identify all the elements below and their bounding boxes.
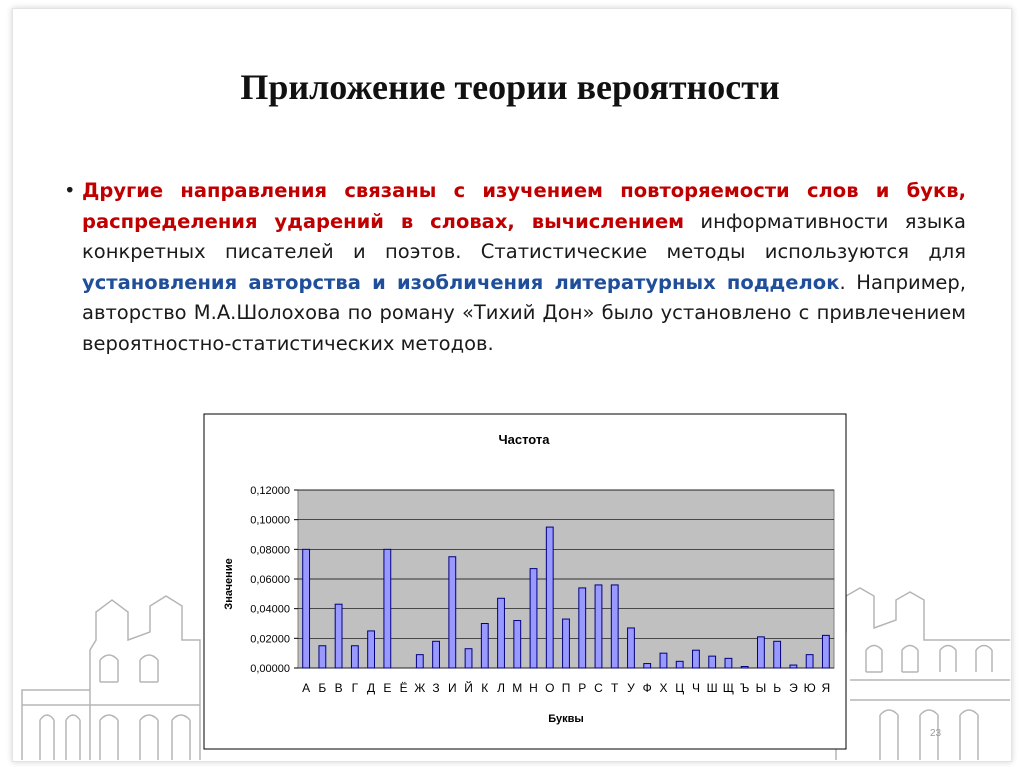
bar-А bbox=[303, 549, 310, 668]
y-tick-label: 0,00000 bbox=[250, 663, 290, 675]
x-tick-label: Й bbox=[464, 681, 473, 695]
page-number: 23 bbox=[930, 728, 942, 739]
bar-Ц bbox=[676, 661, 683, 668]
x-tick-label: П bbox=[561, 681, 571, 695]
x-tick-label: Н bbox=[529, 681, 538, 695]
chart-title: Частота bbox=[498, 432, 550, 447]
y-tick-label: 0,04000 bbox=[250, 603, 290, 616]
bar-Ь bbox=[774, 641, 781, 668]
x-tick-label: Ю bbox=[803, 681, 816, 695]
x-tick-label: Т bbox=[611, 681, 619, 695]
slide-title: Приложение теории вероятности bbox=[240, 67, 780, 107]
bar-П bbox=[563, 619, 570, 668]
bar-З bbox=[433, 641, 440, 668]
x-tick-label: Э bbox=[789, 681, 798, 695]
x-tick-label: Л bbox=[497, 681, 505, 695]
bar-Б bbox=[319, 646, 326, 668]
x-tick-label: Б bbox=[318, 681, 327, 695]
paragraph-text: информативности языка конкретных писателей и поэтов. Статистические методы используются для bbox=[82, 209, 966, 263]
bar-М bbox=[514, 621, 521, 668]
x-tick-label: Ы bbox=[755, 681, 767, 695]
x-tick-label: Е bbox=[383, 681, 392, 695]
bar-С bbox=[595, 585, 602, 668]
x-tick-label: Ш bbox=[706, 681, 718, 695]
x-tick-label: Ф bbox=[642, 681, 652, 695]
x-tick-label: С bbox=[594, 681, 603, 695]
x-tick-label: Ъ bbox=[739, 681, 750, 695]
bar-Р bbox=[579, 588, 586, 668]
bar-Т bbox=[611, 585, 618, 668]
bar-Э bbox=[790, 665, 797, 668]
x-tick-label: Щ bbox=[722, 681, 735, 695]
x-tick-label: З bbox=[432, 681, 440, 695]
bar-Ю bbox=[806, 655, 813, 668]
x-tick-label: Г bbox=[351, 681, 359, 695]
x-tick-label: Х bbox=[659, 681, 668, 695]
x-tick-label: И bbox=[447, 681, 457, 695]
y-tick-label: 0,10000 bbox=[250, 514, 290, 527]
bar-Ж bbox=[416, 655, 423, 668]
bar-Ъ bbox=[741, 667, 748, 668]
bar-Е bbox=[384, 549, 391, 668]
bar-Х bbox=[660, 653, 667, 668]
bar-Д bbox=[368, 631, 375, 668]
bar-Я bbox=[822, 635, 829, 668]
x-tick-label: К bbox=[481, 681, 489, 695]
y-tick-label: 0,06000 bbox=[250, 574, 290, 586]
y-tick-label: 0,08000 bbox=[250, 544, 290, 557]
highlight-blue-text: установления авторства и изобличения литературных подделок bbox=[82, 270, 840, 294]
x-tick-label: Ч bbox=[691, 681, 700, 695]
bar-К bbox=[481, 624, 488, 669]
bar-И bbox=[449, 557, 456, 668]
bar-Н bbox=[530, 569, 537, 668]
x-tick-label: Я bbox=[821, 681, 831, 695]
bar-О bbox=[546, 527, 553, 668]
bullet-icon: • bbox=[64, 179, 76, 202]
x-tick-label: Д bbox=[367, 681, 376, 695]
x-tick-label: Ь bbox=[773, 681, 782, 695]
x-tick-label: Ё bbox=[399, 681, 408, 695]
bar-Г bbox=[351, 646, 358, 668]
x-tick-label: О bbox=[545, 681, 555, 695]
bar-Ш bbox=[709, 656, 716, 668]
bar-Л bbox=[498, 598, 505, 668]
y-tick-label: 0,02000 bbox=[250, 633, 290, 646]
x-tick-label: У bbox=[627, 681, 635, 695]
paragraph-text-end: . Например, авторство М.А.Шолохова по роману «Тихий Дон» было установлено с привлечением вероятностно-статистических методов. bbox=[82, 270, 966, 355]
bar-Ф bbox=[644, 664, 651, 668]
bar-Ч bbox=[693, 650, 700, 668]
x-tick-label: А bbox=[302, 681, 311, 695]
x-tick-label: М bbox=[512, 681, 523, 695]
y-tick-label: 0,12000 bbox=[250, 485, 290, 497]
x-tick-label: Ц bbox=[675, 681, 685, 695]
bar-Щ bbox=[725, 658, 732, 668]
bar-Ы bbox=[757, 637, 764, 668]
x-tick-label: Р bbox=[578, 681, 587, 695]
y-axis-label: Значение bbox=[223, 558, 235, 610]
bar-В bbox=[335, 604, 342, 668]
bar-Й bbox=[465, 649, 472, 668]
x-axis-label: Буквы bbox=[548, 713, 584, 725]
highlight-red-text: Другие направления связаны с изучением повторяемости слов и букв, распределения ударений в словах, вычислением bbox=[82, 179, 966, 233]
x-tick-label: Ж bbox=[414, 681, 426, 695]
bar-У bbox=[628, 628, 635, 668]
x-tick-label: В bbox=[334, 681, 343, 695]
